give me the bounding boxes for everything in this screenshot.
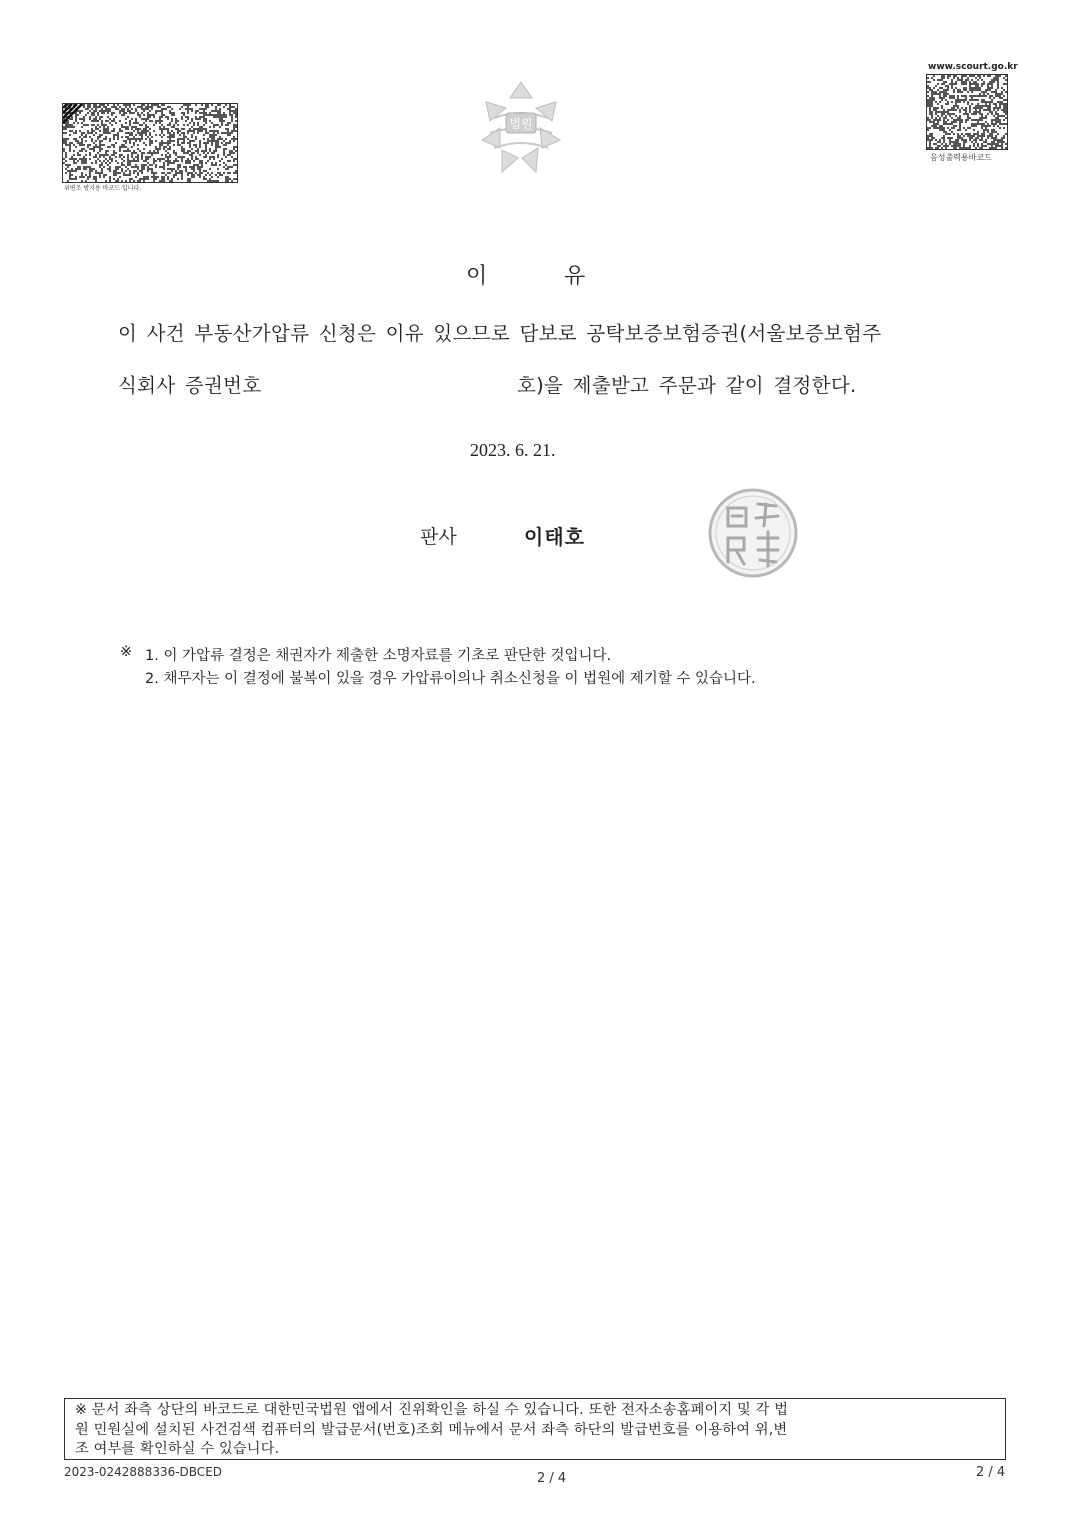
section-heading-right: 유 <box>564 264 586 289</box>
verification-notice-line-3: 조 여부를 확인하실 수 있습니다. <box>75 1441 280 1457</box>
decision-date: 2023. 6. 21. <box>470 440 556 460</box>
voice-barcode-caption: 음성출력용바코드 <box>930 153 992 162</box>
verification-notice-line-2: 원 민원실에 설치된 사건검색 컴퓨터의 발급문서(번호)조회 메뉴에서 문서 좌측 하단의 발급번호를 이용하여 위,변 <box>75 1421 788 1438</box>
issue-number: 2023-0242888336-DBCED <box>64 1465 223 1479</box>
note-mark: ※ <box>120 644 133 660</box>
voice-output-barcode <box>926 74 1008 150</box>
voice-barcode-pattern <box>927 75 1007 149</box>
emblem-label: 법원 <box>509 117 533 131</box>
forgery-barcode-pattern <box>63 104 237 182</box>
note-item-2: 2. 채무자는 이 결정에 불복이 있을 경우 가압류이의나 취소신청을 이 법원에 제기할 수 있습니다. <box>145 671 756 687</box>
forgery-prevention-barcode <box>62 103 238 183</box>
verification-notice-line-1: ※ 문서 좌측 상단의 바코드로 대한민국법원 앱에서 진위확인을 하실 수 있습니다. 또한 전자소송홈페이지 및 각 법 <box>75 1402 789 1418</box>
verification-notice-box <box>64 1398 1006 1460</box>
judge-seal-stamp <box>706 486 800 580</box>
note-item-1: 1. 이 가압류 결정은 채권자가 제출한 소명자료를 기초로 판단한 것입니다. <box>145 648 612 664</box>
judge-name: 이태호 <box>524 525 585 549</box>
court-emblem-icon <box>472 78 570 176</box>
section-heading-left: 이 <box>466 264 488 289</box>
site-url: www.scourt.go.kr <box>928 62 1018 72</box>
reason-paragraph-line-1: 이 사건 부동산가압류 신청은 이유 있으므로 담보로 공탁보증보험증권(서울보증보험주 <box>118 322 882 345</box>
page-number-right: 2 / 4 <box>976 1465 1006 1480</box>
reason-paragraph-line-2-end: 호)을 제출받고 주문과 같이 결정한다. <box>517 374 857 397</box>
forgery-barcode-caption: 위변조 방지용 바코드 입니다. <box>64 185 142 192</box>
judge-title: 판사 <box>420 526 457 548</box>
page-number-center: 2 / 4 <box>537 1471 567 1486</box>
reason-paragraph-line-2-start: 식회사 증권번호 <box>118 374 262 397</box>
